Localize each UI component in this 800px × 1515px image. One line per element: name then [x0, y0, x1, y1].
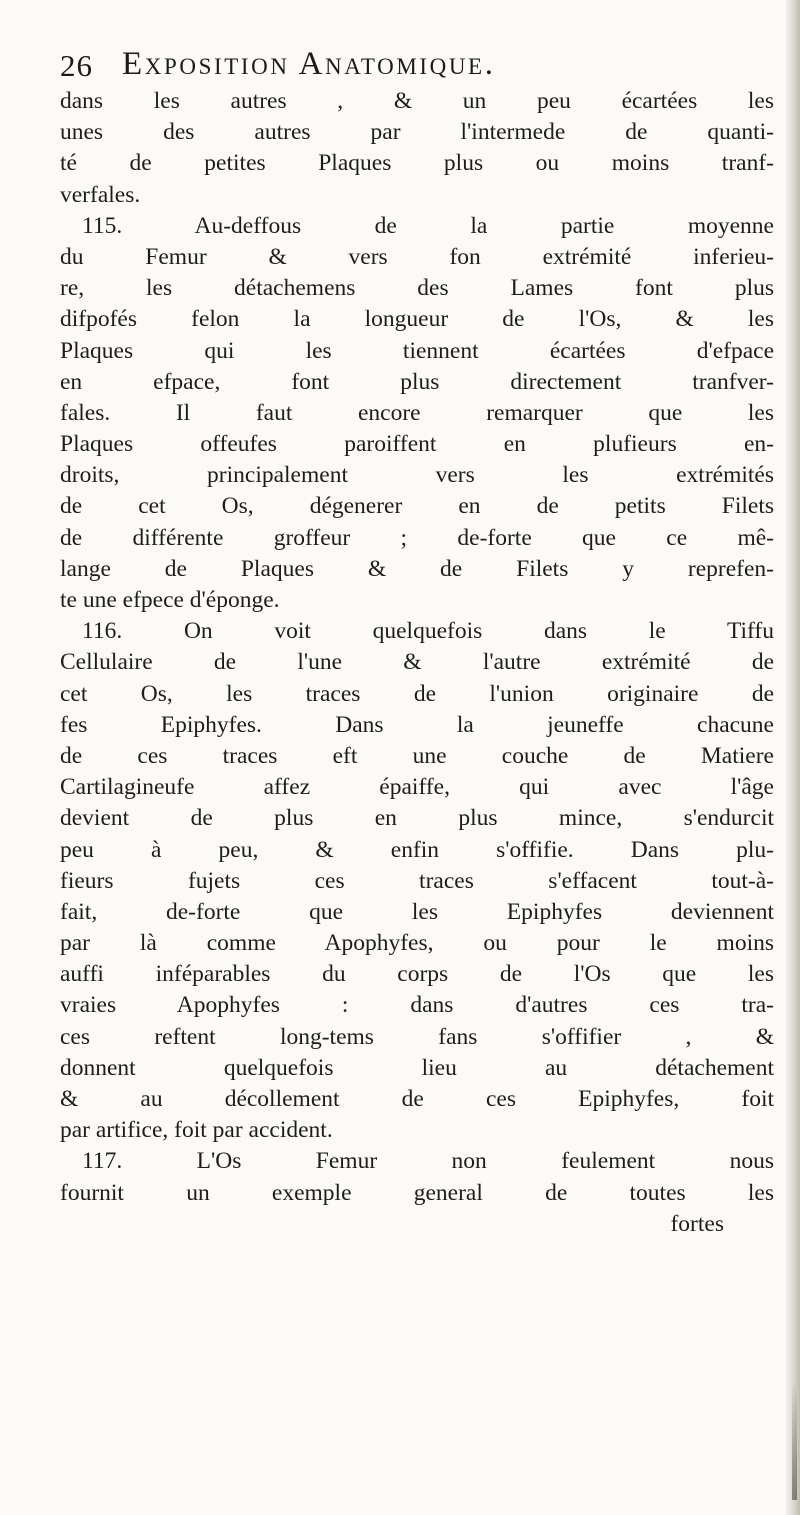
- text-line: dans les autres , & un peu écartées les: [60, 88, 774, 114]
- text-line: verfales.: [60, 181, 141, 208]
- text-line: peu à peu, & enfin s'offifie. Dans plu-: [60, 836, 774, 863]
- page-number: 26: [60, 48, 93, 83]
- text-line: de cet Os, dégenerer en de petits Filets: [60, 493, 774, 520]
- text-line: Cellulaire de l'une & l'autre extrémité de: [60, 649, 774, 676]
- text-line: re, les détachemens des Lames font plus: [60, 275, 774, 302]
- text-line: fales. Il faut encore remarquer que les: [60, 399, 774, 426]
- text-line: de ces traces eft une couche de Matiere: [60, 742, 774, 769]
- text-line: té de petites Plaques plus ou moins tranf-: [60, 150, 774, 177]
- paragraph-115-start: 115. Au-deffous de la partie moyenne: [82, 212, 774, 239]
- text-line: ces reftent long-tems fans s'offifier , &: [60, 1023, 774, 1050]
- text-line: du Femur & vers fon extrémité inferieu-: [60, 243, 774, 270]
- text-line: de différente groffeur ; de-forte que ce mê-: [60, 524, 774, 551]
- text-line: unes des autres par l'intermede de quanti-: [60, 119, 774, 146]
- text-line: vraies Apophyfes : dans d'autres ces tra-: [60, 992, 774, 1019]
- text-line: fieurs fujets ces traces s'effacent tout-à-: [60, 867, 774, 894]
- text-line: Plaques qui les tiennent écartées d'efpace: [60, 337, 774, 364]
- text-line: lange de Plaques & de Filets y reprefen-: [60, 555, 774, 582]
- text-line: & au décollement de ces Epiphyfes, foit: [60, 1086, 774, 1112]
- paragraph-117-start: 117. L'Os Femur non feulement nous: [82, 1148, 774, 1175]
- page-edge-shadow: [786, 0, 800, 1515]
- text-line: Cartilagineufe affez épaiffe, qui avec l'âge: [60, 774, 774, 801]
- text-line: devient de plus en plus mince, s'endurcit: [60, 805, 774, 832]
- page-header: [60, 36, 750, 86]
- text-line: auffi inféparables du corps de l'Os que les: [60, 961, 774, 988]
- text-line: difpofés felon la longueur de l'Os, & les: [60, 306, 774, 333]
- text-line: en efpace, font plus directement tranfver-: [60, 368, 774, 395]
- catchword: fortes: [670, 1210, 724, 1237]
- text-line: donnent quelquefois lieu au détachement: [60, 1054, 774, 1081]
- body-text: [60, 86, 774, 1240]
- text-line: par artifice, foit par accident.: [60, 1117, 333, 1144]
- running-title: Exposition Anatomique.: [122, 46, 496, 82]
- text-line: te une efpece d'éponge.: [60, 587, 280, 613]
- text-line: droits, principalement vers les extrémités: [60, 462, 774, 489]
- text-line: par là comme Apophyfes, ou pour le moins: [60, 930, 774, 957]
- text-line: fournit un exemple general de toutes les: [60, 1179, 774, 1206]
- text-line: fait, de-forte que les Epiphyfes deviennent: [60, 898, 774, 925]
- text-line: cet Os, les traces de l'union originaire de: [60, 680, 774, 707]
- paragraph-116-start: 116. On voit quelquefois dans le Tiffu: [82, 618, 774, 645]
- text-line: fes Epiphyfes. Dans la jeuneffe chacune: [60, 711, 774, 738]
- text-line: Plaques offeufes paroiffent en plufieurs en-: [60, 431, 774, 458]
